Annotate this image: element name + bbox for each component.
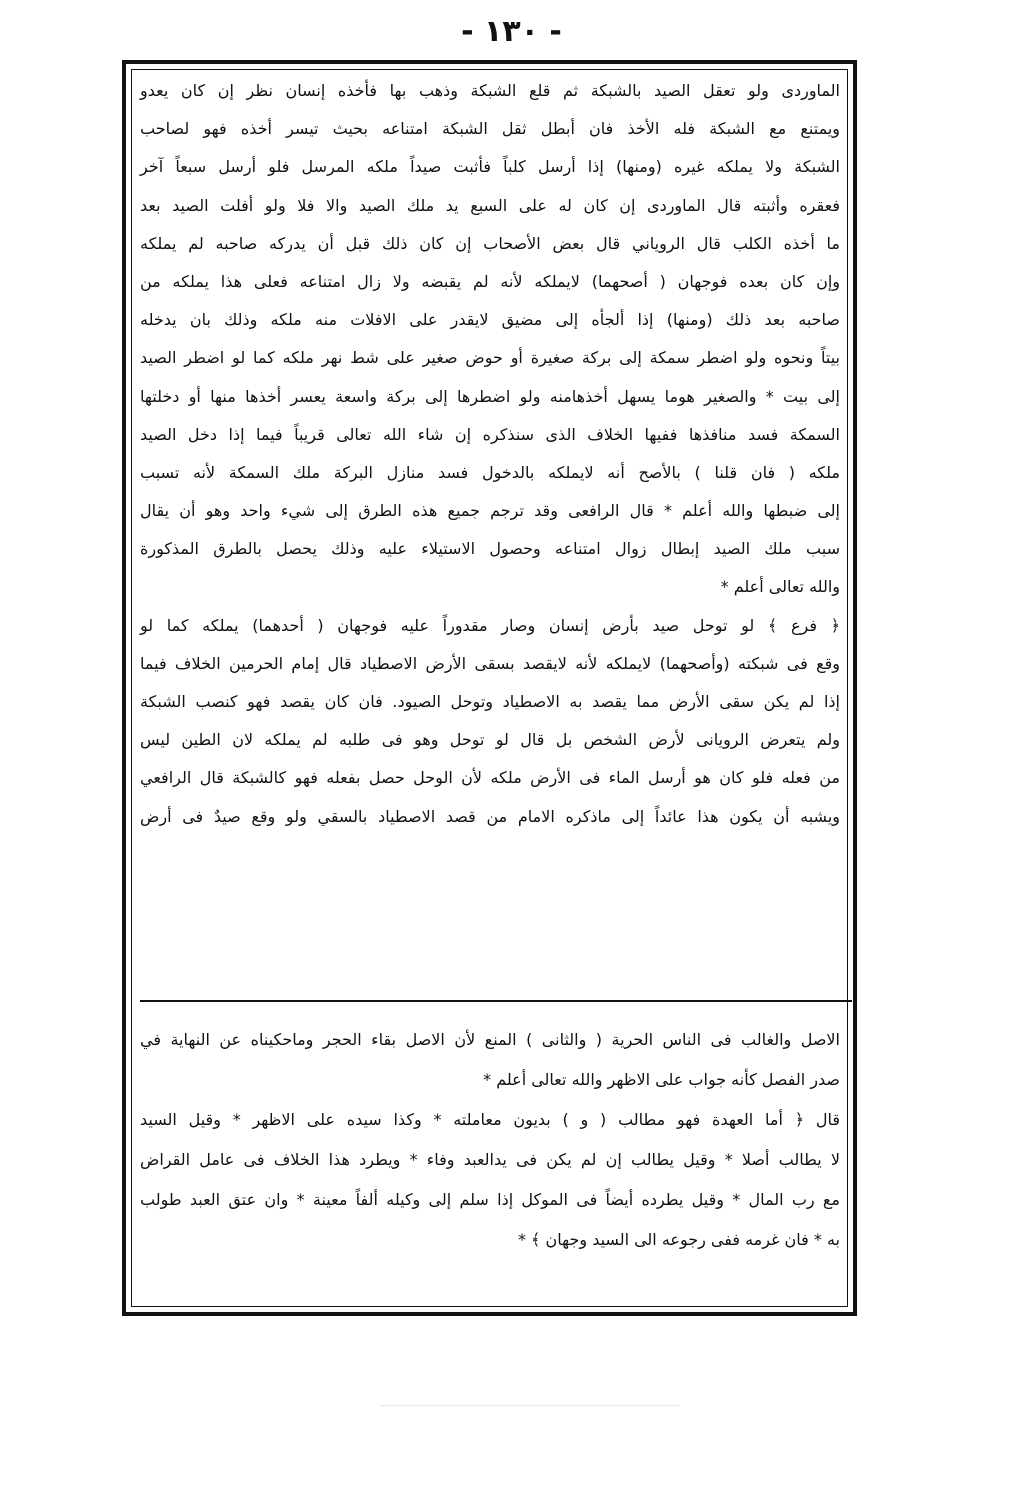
main-text-line: ولم يتعرض الرويانى لأرض الشخص بل قال لو توحل وهو فى طلبه لم يملكه لان الطين ليس bbox=[140, 730, 840, 750]
footnote-line: قال ﴿ أما العهدة فهو مطالب ( و ) بديون معاملته * وكذا سيده على الاظهر * وقيل السيد bbox=[140, 1110, 840, 1129]
page-number: - ١٣٠ - bbox=[461, 14, 562, 49]
main-text-line: إلى بيت * والصغير هوما يسهل أخذهامنه ولو اضطرها إلى بركة واسعة يعسر أخذها منها أو دخلتها bbox=[140, 386, 840, 406]
footnote-line: مع رب المال * وقيل يطرده أيضاً فى الموكل إذا سلم إلى وكيله ألفاً معينة * وان عتق العبد طولب bbox=[140, 1190, 840, 1209]
main-text-line: بيتاً ونحوه ولو اضطر سمكة إلى بركة صغيرة أو حوض صغير على شط نهر ملكه كما لو اضطر الصيد bbox=[140, 348, 840, 368]
main-text-block bbox=[140, 72, 840, 990]
main-text-line: والله تعالى أعلم * bbox=[720, 577, 840, 597]
main-text-line: فعقره وأثبته قال الماوردى إن كان له على السبع يد ملك الصيد والا فلا ولو أفلت الصيد بعد bbox=[140, 195, 840, 215]
main-text-line: وقع فى شبكته (وأصحهما) لايملكه لأنه لايقصد بسقى الأرض الاصطياد قال إمام الحرمين الخلاف فيما bbox=[140, 653, 840, 673]
main-text-line: ما أخذه الكلب قال الروياني قال بعض الأصحاب إن كان ذلك قبل أن يدركه صاحبه لم يملكه bbox=[140, 233, 840, 253]
main-text-line: ﴿ فرع ﴾ لو توحل صيد بأرض إنسان وصار مقدوراً عليه فوجهان ( أحدهما) يملكه كما لو bbox=[140, 615, 840, 635]
main-text-line: الشبكة ولا يملكه غيره (ومنها) إذا أرسل كلباً فأثبت صيداً ملكه المرسل فلو أرسل سبعاً آخر bbox=[140, 157, 840, 177]
footnote-block bbox=[140, 1020, 840, 1260]
main-text-line: السمكة فسد منافذها ففيها الخلاف الذى سنذكره إن شاء الله تعالى قريباً فيما إذا دخل الصيد bbox=[140, 424, 840, 444]
main-text-line: إذا لم يكن سقى الأرض مما يقصد به الاصطياد وتوحل الصيود. فان كان يقصد فهو كنصب الشبكة bbox=[140, 692, 840, 711]
main-text-line: الماوردى ولو تعقل الصيد بالشبكة ثم قلع الشبكة وذهب بها فأخذه إنسان نظر إن كان يعدو bbox=[140, 81, 840, 100]
footnote-line: به * فان غرمه ففى رجوعه الى السيد وجهان ﴾ * bbox=[517, 1230, 840, 1249]
main-text-line: صاحبه بعد ذلك (ومنها) إذا ألجأه إلى مضيق لايقدر على الافلات منه ملكه وذلك بان يدخله bbox=[140, 310, 840, 330]
main-text-line: ويمتنع مع الشبكة فله الأخذ فان أبطل ثقل الشبكة امتناعه بحيث تيسر أخذه فهو لصاحب bbox=[140, 119, 840, 139]
main-text-line: ملكه ( فان قلنا ) بالأصح أنه لايملكه بالدخول فسد منازل البركة ملك السمكة لأنه تسبب bbox=[140, 462, 840, 482]
footnote-line: الاصل والغالب فى الناس الحرية ( والثانى ) المنع لأن الاصل بقاء الحجر وماحكيناه عن النهاية في bbox=[140, 1030, 840, 1049]
main-text-lines bbox=[140, 72, 840, 990]
main-text-line: من فعله فلو كان هو أرسل الماء فى الأرض ملكه لأن الوحل حصل بفعله فهو كالشبكة قال الرافعي bbox=[140, 768, 840, 788]
footnote-line: لا يطالب أصلا * وقيل يطالب إن لم يكن فى يدالعبد وفاء * ويطرد هذا الخلاف فى عامل القراض bbox=[140, 1150, 840, 1169]
main-text-line: وإن كان بعده فوجهان ( أصحهما) لايملكه لأنه لم يقبضه ولا زال امتناعه فعلى هذا يملكه من bbox=[140, 271, 840, 291]
main-text-line: ويشبه أن يكون هذا عائداً إلى ماذكره الامام من قصد الاصطياد بالسقي ولو وقع صيدٌ فى أرض bbox=[140, 806, 840, 826]
footnote-divider bbox=[140, 1000, 852, 1002]
main-text-line: سبب ملك الصيد إبطال زوال امتناعه وحصول الاستيلاء عليه وذلك يحصل بالطرق المذكورة bbox=[140, 539, 840, 559]
main-text-line: إلى ضبطها والله أعلم * قال الرافعى وقد ترجم جميع هذه الطرق إلى شيء واحد وهو أن يقال bbox=[140, 501, 840, 521]
footnote-line: صدر الفصل كأنه جواب على الاظهر والله تعالى أعلم * bbox=[483, 1070, 840, 1089]
scan-noise bbox=[380, 1405, 680, 1410]
